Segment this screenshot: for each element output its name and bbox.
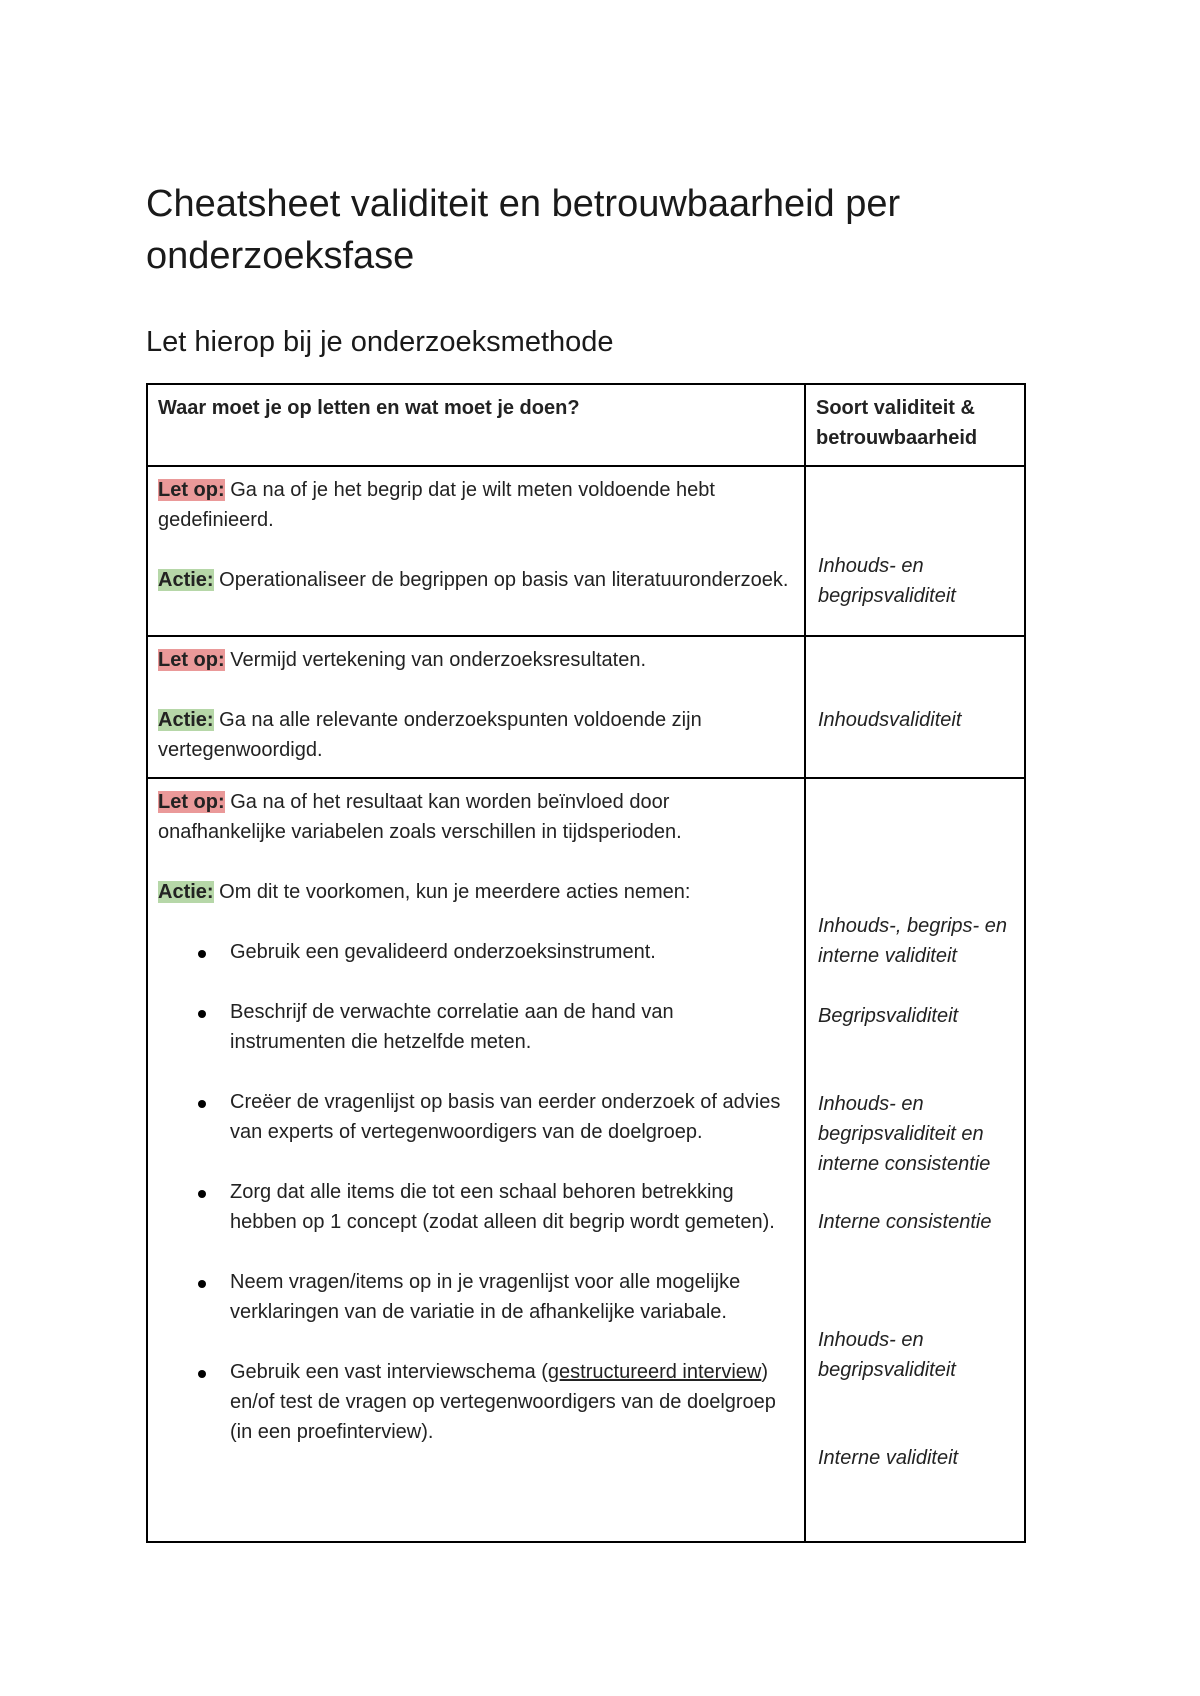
actie-label: Actie: xyxy=(158,709,214,731)
list-item xyxy=(158,1357,794,1447)
validity-type: Interne validiteit xyxy=(818,1447,959,1469)
action-list xyxy=(158,937,794,1447)
list-item-text: Beschrijf de verwachte correlatie aan de hand van instrumenten die hetzelfde meten. xyxy=(230,1001,674,1053)
bullet-icon xyxy=(198,1010,206,1018)
header-cell-type: Soort validiteit & betrouwbaarheid xyxy=(805,384,1025,466)
list-item xyxy=(158,937,794,967)
letop-text: Ga na of je het begrip dat je wilt meten voldoende hebt gedefinieerd. xyxy=(158,479,715,531)
list-item xyxy=(158,1087,794,1147)
letop-paragraph xyxy=(158,645,794,675)
letop-text: Vermijd vertekening van onderzoeksresultaten. xyxy=(224,649,647,671)
validity-type: Inhouds- en begripsvaliditeit en interne consistentie xyxy=(818,1093,991,1175)
actie-paragraph xyxy=(158,877,794,907)
instruction-cell xyxy=(147,778,805,1542)
validity-cell xyxy=(805,466,1025,636)
letop-label: Let op: xyxy=(158,791,225,813)
letop-paragraph xyxy=(158,787,794,847)
page-title: Cheatsheet validiteit en betrouwbaarheid per onderzoeksfase xyxy=(146,183,901,277)
validity-type: Inhouds- en begripsvaliditeit xyxy=(818,555,956,607)
table-row xyxy=(147,466,1025,636)
table-row xyxy=(147,636,1025,778)
validity-type: Inhouds- en begripsvaliditeit xyxy=(818,1329,956,1381)
table-row xyxy=(147,778,1025,1542)
letop-text: Ga na of het resultaat kan worden beïnvloed door onafhankelijke variabelen zoals verschillen in tijdsperioden. xyxy=(158,791,682,843)
list-item xyxy=(158,1267,794,1327)
validity-type: Inhouds-, begrips- en interne validiteit xyxy=(818,915,1008,967)
letop-label: Let op: xyxy=(158,479,225,501)
actie-text: Operationaliseer de begrippen op basis van literatuuronderzoek. xyxy=(213,569,789,591)
actie-text: Om dit te voorkomen, kun je meerdere acties nemen: xyxy=(213,881,691,903)
validity-type: Begripsvaliditeit xyxy=(818,1005,959,1027)
section-heading: Let hierop bij je onderzoeksmethode xyxy=(146,326,614,358)
bullet-icon xyxy=(198,950,206,958)
header-cell-what: Waar moet je op letten en wat moet je doen? xyxy=(147,384,805,466)
letop-label: Let op: xyxy=(158,649,225,671)
validity-type: Interne consistentie xyxy=(818,1211,992,1233)
letop-paragraph xyxy=(158,475,794,535)
list-item-text: Gebruik een gevalideerd onderzoeksinstrument. xyxy=(230,941,656,963)
cheatsheet-table xyxy=(146,383,1026,1543)
bullet-icon xyxy=(198,1370,206,1378)
bullet-icon xyxy=(198,1280,206,1288)
validity-cell xyxy=(805,778,1025,1542)
list-item-text-after: ) en/of test de vragen op vertegenwoordigers van de doelgroep (in een proefinterview). xyxy=(230,1361,776,1443)
actie-label: Actie: xyxy=(158,569,214,591)
bullet-icon xyxy=(198,1100,206,1108)
instruction-cell xyxy=(147,636,805,778)
actie-label: Actie: xyxy=(158,881,214,903)
structured-interview-link[interactable]: gestructureerd interview xyxy=(547,1361,762,1383)
actie-text: Ga na alle relevante onderzoekspunten voldoende zijn vertegenwoordigd. xyxy=(158,709,702,761)
list-item-text-before: Gebruik een vast interviewschema ( xyxy=(230,1361,548,1383)
list-item-text: Zorg dat alle items die tot een schaal behoren betrekking hebben op 1 concept (zodat alleen dit begrip wordt gemeten). xyxy=(230,1181,775,1233)
list-item xyxy=(158,997,794,1057)
bullet-icon xyxy=(198,1190,206,1198)
table-header-row xyxy=(147,384,1025,466)
instruction-cell xyxy=(147,466,805,636)
validity-type: Inhoudsvaliditeit xyxy=(818,709,962,731)
actie-paragraph xyxy=(158,565,794,595)
list-item-text: Neem vragen/items op in je vragenlijst voor alle mogelijke verklaringen van de variatie in de afhankelijke variabale. xyxy=(230,1271,741,1323)
actie-paragraph xyxy=(158,705,794,765)
list-item-text: Creëer de vragenlijst op basis van eerder onderzoek of advies van experts of vertegenwoordigers van de doelgroep. xyxy=(230,1091,781,1143)
list-item xyxy=(158,1177,794,1237)
validity-cell xyxy=(805,636,1025,778)
